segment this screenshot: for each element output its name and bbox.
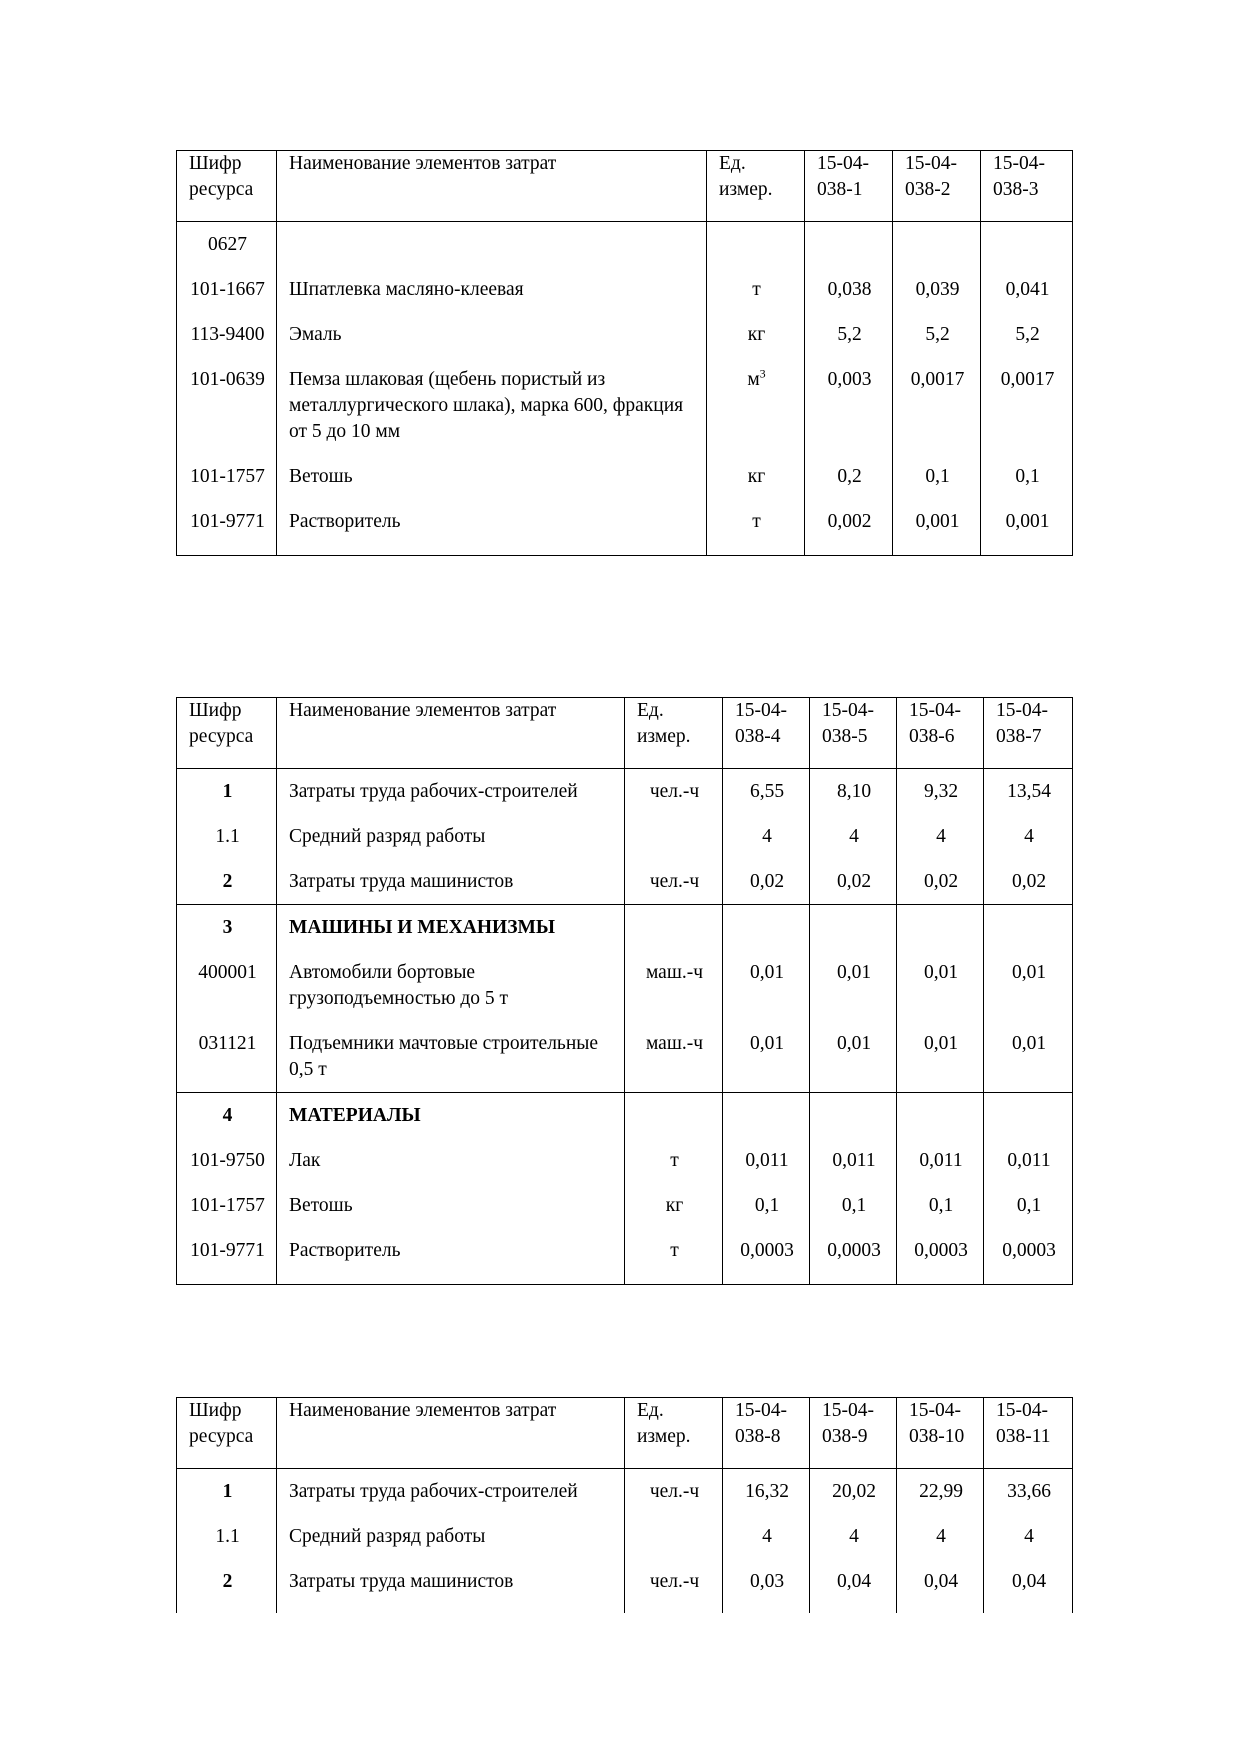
- row-value-2: 0,1: [893, 454, 981, 499]
- header-col-4: 15-04-038-11: [984, 1398, 1073, 1469]
- row-code: 101-0639: [177, 357, 277, 454]
- row-value-3: 0,01: [897, 1021, 984, 1093]
- row-code: 3: [177, 905, 277, 951]
- table-row: [177, 1228, 1073, 1285]
- row-value-2: 0,0017: [893, 357, 981, 454]
- row-code: 101-1757: [177, 454, 277, 499]
- header-col-2: 15-04-038-5: [810, 698, 897, 769]
- row-value-4: 33,66: [984, 1469, 1073, 1515]
- row-value-1: [805, 222, 893, 268]
- row-unit: чел.-ч: [625, 1559, 723, 1613]
- row-value-1: 0,01: [723, 1021, 810, 1093]
- row-unit: т: [625, 1138, 723, 1183]
- row-value-2: 0,1: [810, 1183, 897, 1228]
- header-col-1: 15-04-038-1: [805, 151, 893, 222]
- section-title: МАТЕРИАЛЫ: [277, 1093, 625, 1139]
- row-unit: т: [625, 1228, 723, 1285]
- row-value-1: 0,0003: [723, 1228, 810, 1285]
- table-row: [177, 267, 1073, 312]
- row-value-1: 0,038: [805, 267, 893, 312]
- row-code: 0627: [177, 222, 277, 268]
- row-code: 2: [177, 859, 277, 905]
- header-name: Наименование элементов затрат: [277, 1398, 625, 1469]
- row-value-1: 6,55: [723, 769, 810, 815]
- header-col-3: 15-04-038-3: [981, 151, 1073, 222]
- row-code: 031121: [177, 1021, 277, 1093]
- header-col-3: 15-04-038-6: [897, 698, 984, 769]
- row-value-4: 0,1: [984, 1183, 1073, 1228]
- row-value-3: 5,2: [981, 312, 1073, 357]
- row-value-3: 0,041: [981, 267, 1073, 312]
- row-value-1: 5,2: [805, 312, 893, 357]
- row-unit: кг: [707, 312, 805, 357]
- row-value-2: 0,039: [893, 267, 981, 312]
- row-value-1: [723, 1093, 810, 1139]
- row-value-1: 0,003: [805, 357, 893, 454]
- row-value-4: 0,01: [984, 1021, 1073, 1093]
- row-value-4: 0,011: [984, 1138, 1073, 1183]
- table-row: [177, 1559, 1073, 1613]
- table-row: [177, 499, 1073, 556]
- row-value-3: 4: [897, 814, 984, 859]
- header-code: Шифр ресурса: [177, 698, 277, 769]
- header-col-2: 15-04-038-2: [893, 151, 981, 222]
- table-row: [177, 1183, 1073, 1228]
- row-value-1: 0,02: [723, 859, 810, 905]
- table-row: [177, 950, 1073, 1021]
- table-row: [177, 859, 1073, 905]
- row-value-3: 0,04: [897, 1559, 984, 1613]
- row-unit: [625, 814, 723, 859]
- table-row: [177, 1514, 1073, 1559]
- row-value-2: [810, 1093, 897, 1139]
- table-header-row: [177, 1398, 1073, 1469]
- row-name: Средний разряд работы: [277, 1514, 625, 1559]
- resource-table-1: [176, 150, 1073, 556]
- row-value-3: [897, 1093, 984, 1139]
- row-value-3: 22,99: [897, 1469, 984, 1515]
- row-name: Автомобили бортовые грузоподъемностью до 5 т: [277, 950, 625, 1021]
- row-name: Пемза шлаковая (щебень пористый из металлургического шлака), марка 600, фракция от 5 до 10 мм: [277, 357, 707, 454]
- table-row: [177, 1469, 1073, 1515]
- row-code: 1: [177, 769, 277, 815]
- row-unit: [625, 1514, 723, 1559]
- row-value-4: 0,0003: [984, 1228, 1073, 1285]
- row-value-4: [984, 905, 1073, 951]
- section-row: [177, 1093, 1073, 1139]
- section-row: [177, 905, 1073, 951]
- table-row: [177, 454, 1073, 499]
- row-value-2: [893, 222, 981, 268]
- row-unit: чел.-ч: [625, 769, 723, 815]
- row-unit: [707, 222, 805, 268]
- table-header-row: [177, 151, 1073, 222]
- row-name: Лак: [277, 1138, 625, 1183]
- row-value-4: [984, 1093, 1073, 1139]
- row-value-2: 5,2: [893, 312, 981, 357]
- row-value-3: 0,0017: [981, 357, 1073, 454]
- header-col-3: 15-04-038-10: [897, 1398, 984, 1469]
- header-col-4: 15-04-038-7: [984, 698, 1073, 769]
- row-code: 2: [177, 1559, 277, 1613]
- header-unit: Ед. измер.: [625, 698, 723, 769]
- table-row: [177, 1138, 1073, 1183]
- row-unit: [625, 1093, 723, 1139]
- header-col-1: 15-04-038-4: [723, 698, 810, 769]
- table-row: [177, 312, 1073, 357]
- row-value-2: 0,01: [810, 1021, 897, 1093]
- section-title: МАШИНЫ И МЕХАНИЗМЫ: [277, 905, 625, 951]
- row-value-1: 0,2: [805, 454, 893, 499]
- header-code: Шифр ресурса: [177, 151, 277, 222]
- header-col-2: 15-04-038-9: [810, 1398, 897, 1469]
- row-value-1: 0,011: [723, 1138, 810, 1183]
- row-code: 400001: [177, 950, 277, 1021]
- row-value-3: 0,02: [897, 859, 984, 905]
- header-name: Наименование элементов затрат: [277, 698, 625, 769]
- row-value-1: 0,03: [723, 1559, 810, 1613]
- row-value-1: 4: [723, 814, 810, 859]
- row-value-4: 4: [984, 1514, 1073, 1559]
- row-value-2: 0,02: [810, 859, 897, 905]
- row-name: Затраты труда машинистов: [277, 1559, 625, 1613]
- row-value-4: 0,01: [984, 950, 1073, 1021]
- row-unit: чел.-ч: [625, 1469, 723, 1515]
- row-code: 101-9771: [177, 1228, 277, 1285]
- row-value-2: 4: [810, 814, 897, 859]
- row-name: Шпатлевка масляно-клеевая: [277, 267, 707, 312]
- row-value-1: [723, 905, 810, 951]
- row-value-2: 0,01: [810, 950, 897, 1021]
- row-unit: [707, 357, 805, 454]
- row-value-3: 0,1: [897, 1183, 984, 1228]
- row-code: 1: [177, 1469, 277, 1515]
- row-unit: маш.-ч: [625, 1021, 723, 1093]
- row-value-3: 0,1: [981, 454, 1073, 499]
- row-code: 1.1: [177, 814, 277, 859]
- row-name: Подъемники мачтовые строительные 0,5 т: [277, 1021, 625, 1093]
- resource-table-3: [176, 1397, 1073, 1613]
- row-code: 1.1: [177, 1514, 277, 1559]
- row-value-2: 20,02: [810, 1469, 897, 1515]
- row-value-3: 0,01: [897, 950, 984, 1021]
- row-value-4: 0,02: [984, 859, 1073, 905]
- row-unit: маш.-ч: [625, 950, 723, 1021]
- row-code: 101-1667: [177, 267, 277, 312]
- header-name: Наименование элементов затрат: [277, 151, 707, 222]
- row-value-1: 0,1: [723, 1183, 810, 1228]
- row-name: Средний разряд работы: [277, 814, 625, 859]
- header-unit: Ед. измер.: [625, 1398, 723, 1469]
- row-value-2: 0,0003: [810, 1228, 897, 1285]
- table-row: [177, 814, 1073, 859]
- table-row: [177, 769, 1073, 815]
- row-value-3: 9,32: [897, 769, 984, 815]
- row-code: 101-9750: [177, 1138, 277, 1183]
- row-unit: кг: [625, 1183, 723, 1228]
- row-value-2: 4: [810, 1514, 897, 1559]
- row-unit: т: [707, 267, 805, 312]
- row-value-2: [810, 905, 897, 951]
- row-value-2: 0,011: [810, 1138, 897, 1183]
- row-name: Затраты труда рабочих-строителей: [277, 769, 625, 815]
- row-code: 101-9771: [177, 499, 277, 556]
- row-code: 101-1757: [177, 1183, 277, 1228]
- row-name: Ветошь: [277, 454, 707, 499]
- row-value-3: [981, 222, 1073, 268]
- resource-table-2: [176, 697, 1073, 1285]
- row-value-1: 4: [723, 1514, 810, 1559]
- row-value-2: 8,10: [810, 769, 897, 815]
- unit-superscript: 3: [759, 366, 766, 381]
- row-code: 113-9400: [177, 312, 277, 357]
- table-row: [177, 357, 1073, 454]
- header-code: Шифр ресурса: [177, 1398, 277, 1469]
- row-value-3: 0,011: [897, 1138, 984, 1183]
- row-value-4: 4: [984, 814, 1073, 859]
- row-name: Затраты труда машинистов: [277, 859, 625, 905]
- unit-base: м: [747, 369, 760, 390]
- row-value-2: 0,001: [893, 499, 981, 556]
- row-name: Эмаль: [277, 312, 707, 357]
- row-value-2: 0,04: [810, 1559, 897, 1613]
- header-unit: Ед. измер.: [707, 151, 805, 222]
- row-name: Затраты труда рабочих-строителей: [277, 1469, 625, 1515]
- row-name: Растворитель: [277, 1228, 625, 1285]
- table-row: [177, 1021, 1073, 1093]
- row-value-3: 4: [897, 1514, 984, 1559]
- row-value-1: 16,32: [723, 1469, 810, 1515]
- row-name: Растворитель: [277, 499, 707, 556]
- header-col-1: 15-04-038-8: [723, 1398, 810, 1469]
- row-code: 4: [177, 1093, 277, 1139]
- row-value-3: 0,001: [981, 499, 1073, 556]
- row-value-1: 0,01: [723, 950, 810, 1021]
- row-value-3: [897, 905, 984, 951]
- row-unit: кг: [707, 454, 805, 499]
- row-name: [277, 222, 707, 268]
- row-value-1: 0,002: [805, 499, 893, 556]
- row-unit: чел.-ч: [625, 859, 723, 905]
- row-value-3: 0,0003: [897, 1228, 984, 1285]
- row-unit: [625, 905, 723, 951]
- table-row: [177, 222, 1073, 268]
- row-value-4: 13,54: [984, 769, 1073, 815]
- row-unit: т: [707, 499, 805, 556]
- row-value-4: 0,04: [984, 1559, 1073, 1613]
- table-header-row: [177, 698, 1073, 769]
- row-name: Ветошь: [277, 1183, 625, 1228]
